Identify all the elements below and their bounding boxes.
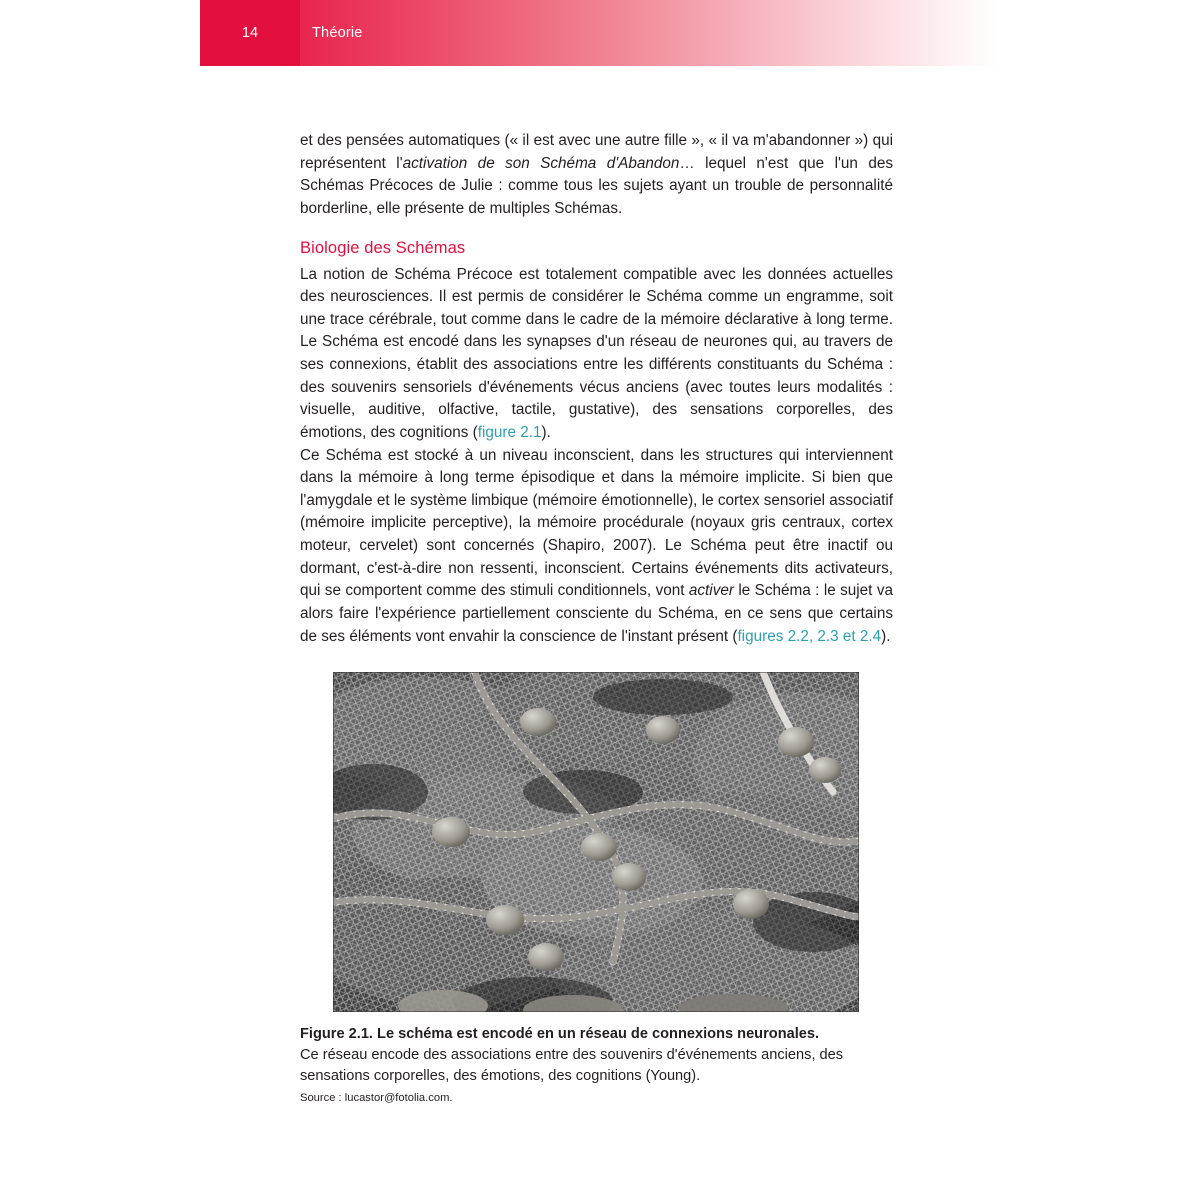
page-header bbox=[200, 0, 1000, 66]
paragraph-neurosciences-part-1: La notion de Schéma Précoce est totalement compatible avec les données actuelles des neurosciences. Il est permis de considérer le Schéma comme un engramme, soit une trace cérébrale, tout comme dans le cadre de la mémoire déclarative à long terme. Le Schéma est encodé dans les synapses d'un réseau de neurones qui, au travers de ses connexions, établit des associations entre les différents constituants du Schéma : des souvenirs sensoriels d'événements vécus anciens (avec toutes leurs modalités : visuelle, auditive, olfactive, tactile, gustative), des sensations corporelles, des émotions, des cognitions ( bbox=[300, 265, 893, 441]
paragraph-intro-italic: activation de son Schéma d'Abandon bbox=[402, 154, 680, 172]
paragraph-neurosciences-part-2: ). bbox=[541, 423, 551, 441]
fishing-nets-photo bbox=[333, 672, 859, 1012]
header-section-title: Théorie bbox=[312, 25, 363, 41]
header-gradient-band bbox=[300, 0, 1000, 66]
section-heading-biologie: Biologie des Schémas bbox=[300, 238, 466, 257]
figure-caption-description: Ce réseau encode des associations entre des souvenirs d'événements anciens, des sensations corporelles, des émotions, des cognitions (Young). bbox=[300, 1047, 844, 1085]
cross-reference-figures-2-2-2-3-2-4[interactable]: figures 2.2, 2.3 et 2.4 bbox=[737, 627, 882, 645]
figure-source: Source : lucastor@fotolia.com. bbox=[300, 1091, 453, 1104]
figure-caption-title: Figure 2.1. Le schéma est encodé en un réseau de connexions neuronales. bbox=[300, 1026, 820, 1042]
paragraph-intro-part-2: … lequel n'est que l'un des Schémas Précoces de Julie : comme tous les sujets ayant un trouble de personnalité borderline, elle présente de multiples Schémas. bbox=[300, 154, 893, 217]
figure-block bbox=[333, 672, 859, 1012]
paragraph-intro bbox=[300, 130, 893, 221]
paragraph-intro-part-1: et des pensées automatiques (« il est avec une autre fille », « il va m'abandonner ») qui représentent l' bbox=[300, 132, 893, 172]
cross-reference-figure-2-1[interactable]: figure 2.1 bbox=[477, 423, 542, 441]
fishing-nets-illustration bbox=[333, 672, 859, 1012]
text-column bbox=[300, 130, 893, 648]
paragraph-neurosciences bbox=[300, 264, 893, 445]
page-number: 14 bbox=[241, 25, 259, 41]
paragraph-inconscient-italic: activer bbox=[688, 582, 734, 600]
paragraph-inconscient bbox=[300, 445, 893, 649]
paragraph-inconscient-part-1: Ce Schéma est stocké à un niveau inconscient, dans les structures qui interviennent dans la mémoire à long terme épisodique et dans la mémoire implicite. Si bien que l'amygdale et le système limbique (mémoire émotionnelle), le cortex sensoriel associatif (mémoire implicite perceptive), la mémoire procédurale (noyaux gris centraux, cortex moteur, cervelet) sont concernés (Shapiro, 2007). Le Schéma peut être inactif ou dormant, c'est-à-dire non ressenti, inconscient. Certains événements dits activateurs, qui se comportent comme des stimuli conditionnels, vont bbox=[300, 446, 893, 600]
figure-caption bbox=[300, 1024, 893, 1105]
paragraph-inconscient-part-2: le Schéma : le sujet va alors faire l'expérience partiellement consciente du Schéma, en ce sens que certains de ses éléments vont envahir la conscience de l'instant présent ( bbox=[300, 582, 893, 645]
paragraph-inconscient-part-3: ). bbox=[881, 627, 891, 645]
